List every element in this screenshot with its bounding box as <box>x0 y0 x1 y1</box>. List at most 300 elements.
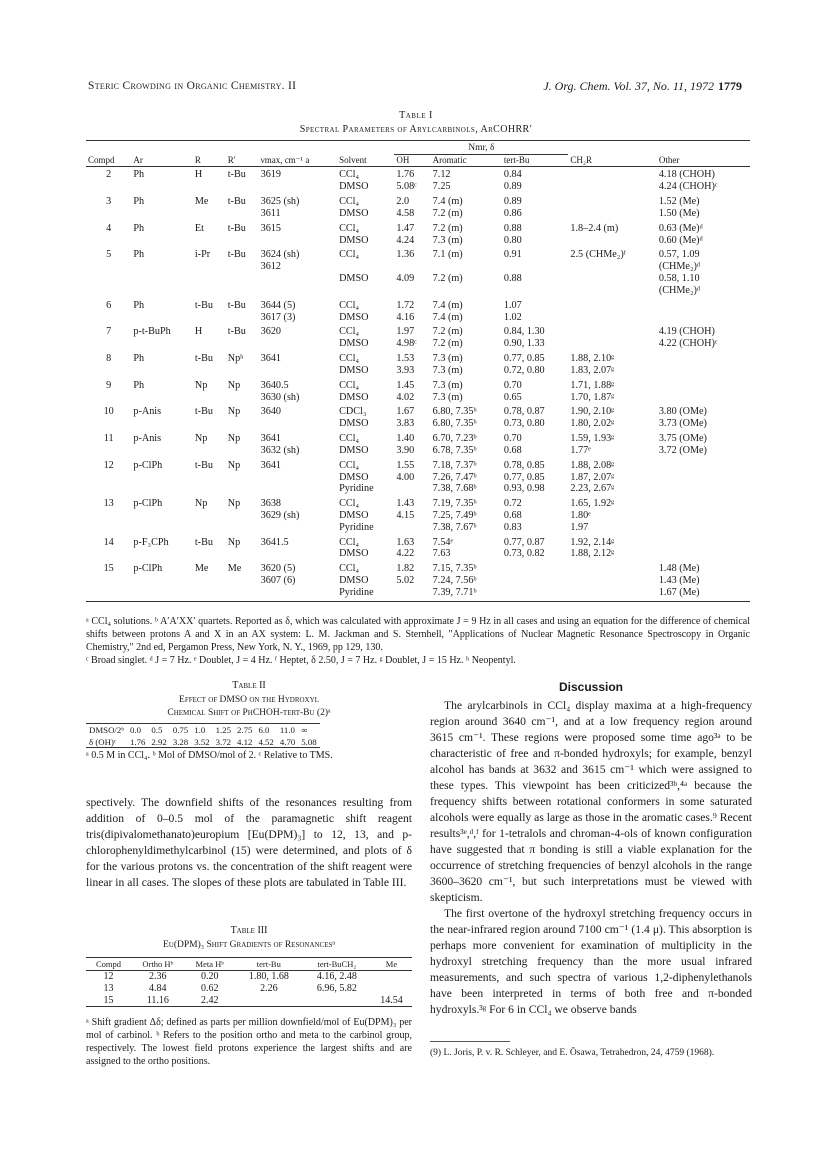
table-cell: 7.3 (m) <box>432 379 463 391</box>
table-cell: 4.24 (CHOH)ᶜ <box>658 181 718 193</box>
table-cell <box>226 445 259 460</box>
table-cell: 0.84 <box>503 169 522 181</box>
table-cell: 0.60 (Me)ᵈ <box>658 234 703 246</box>
table1-col-header: Other <box>657 155 750 167</box>
table3-col-header: Compd <box>86 958 131 971</box>
discussion-heading: Discussion <box>558 680 624 694</box>
table-cell <box>193 548 226 563</box>
table-cell <box>131 587 192 601</box>
table-cell: 5.02 <box>396 575 415 587</box>
table-cell: 3.73 (OMe) <box>658 418 707 430</box>
table-cell: Np <box>194 379 208 391</box>
table-cell <box>303 995 371 1007</box>
table-cell: 4.18 (CHOH) <box>658 169 715 181</box>
table-cell: DMSO <box>339 338 369 350</box>
table-cell: 11.0 <box>279 725 295 735</box>
table-cell: 14.54 <box>371 995 412 1007</box>
table-cell: 0.70 <box>503 379 522 391</box>
table-row <box>86 575 750 587</box>
table-row <box>86 995 412 1007</box>
table-cell <box>568 338 656 353</box>
table-cell <box>86 392 131 407</box>
table-cell: 3629 (sh) <box>260 509 300 521</box>
table2-row-label: DMSO/2ᵇ <box>89 725 124 735</box>
table-cell <box>193 285 226 300</box>
table-cell: 3.72 (OMe) <box>658 444 707 456</box>
table-cell: 6.70, 7.23ᵇ <box>432 433 477 445</box>
table-cell: 3620 <box>260 326 281 338</box>
table-cell <box>568 181 656 196</box>
table-cell <box>86 208 131 223</box>
table-cell: 1.52 (Me) <box>658 196 700 208</box>
table-cell: CCl₄ <box>339 379 360 391</box>
table-cell <box>568 167 656 181</box>
table-cell: 1.80ᵉ <box>570 509 591 521</box>
table-cell: 4.02 <box>396 391 415 403</box>
table-cell: 3640 <box>260 406 281 418</box>
table-cell: t-Bu <box>194 459 213 471</box>
table-row <box>86 971 412 983</box>
table-cell <box>193 445 226 460</box>
table-cell: 1.8–2.4 (m) <box>570 222 619 234</box>
table1-col-header: νmax, cm⁻¹ a <box>259 155 337 167</box>
table-cell: 1.67 (Me) <box>657 587 750 601</box>
reference-9: (9) L. Joris, P. v. R. Schleyer, and E. Ōsawa, Tetrahedron, 24, 4759 (1968). <box>430 1048 715 1058</box>
table-cell: CCl₄ <box>339 326 360 338</box>
table-row <box>86 392 750 407</box>
table-cell <box>568 235 656 250</box>
table-cell: 1.80, 1.68 <box>248 971 289 983</box>
table-cell: DMSO <box>339 181 369 193</box>
table-cell <box>86 587 131 601</box>
table-cell <box>86 418 131 433</box>
table-cell: 7.4 (m) <box>432 299 463 311</box>
table2-title-line1: Effect of DMSO on the Hydroxyl <box>179 695 319 705</box>
table1-col-header: R′ <box>226 155 259 167</box>
table3-col-header: tert-BuCH₂ <box>303 958 371 971</box>
table-cell: 7.38, 7.67ᵇ <box>432 521 477 533</box>
table-cell: 4.52 <box>258 736 274 747</box>
table-cell: 1.43 <box>396 498 415 510</box>
table-cell <box>568 326 656 338</box>
table-cell: t-Bu <box>194 353 213 365</box>
table-row <box>86 460 750 472</box>
table-cell: 0.58, 1.10 <box>658 273 700 285</box>
table-cell: 7.4 (m) <box>432 196 463 208</box>
table-cell: Pyridine <box>339 521 374 533</box>
table-cell: 7.2 (m) <box>432 222 463 234</box>
table-cell <box>394 261 430 273</box>
table-cell <box>131 510 192 522</box>
table-cell: 7.25 <box>432 181 451 193</box>
table-cell: t-Bu <box>227 169 246 181</box>
table-cell: 6.96, 5.82 <box>316 982 357 994</box>
table-row <box>86 353 750 365</box>
table-cell <box>657 380 750 392</box>
table-cell: Et <box>194 222 204 234</box>
table-cell: 6 <box>106 299 112 311</box>
table-cell: 5.08 <box>301 736 317 747</box>
table-cell <box>226 392 259 407</box>
table-cell <box>86 312 131 327</box>
table1-caption: Table I <box>399 110 433 121</box>
table-cell: 4.98ᶜ <box>396 338 417 350</box>
table-cell <box>568 208 656 223</box>
table-cell: Ph <box>133 299 145 311</box>
table-cell: 1.43 (Me) <box>658 575 700 587</box>
table-cell: 2.26 <box>260 982 278 994</box>
table2-title-line2: Chemical Shift of PhCHOH-tert-Bu (2)ᵃ <box>167 707 331 718</box>
table-cell <box>131 392 192 407</box>
table-cell: 1.07 <box>503 299 522 311</box>
table3-col-header: Me <box>371 958 412 971</box>
table-cell: DMSO <box>339 273 369 285</box>
table-cell: 1.87, 2.07ᵍ <box>570 471 615 483</box>
table-cell <box>431 261 502 273</box>
discussion-paragraph-2: The first overtone of the hydroxyl stretching frequency occurs in the near-infrared region around 7100 cm⁻¹ (1.4 μ). This absorption is perhaps more convenient for examination of multiplicity in the hydroxyl stretching frequency than the more usual infrared measurements, and such spectra of various 1,2-diphenylethanols have been interpreted in terms of both free and π-bonded hydroxyls.³ᵍ For 6 in CCl₄ we observe bands <box>430 906 752 1016</box>
table-cell: 4.00 <box>396 471 415 483</box>
table1-header-row <box>86 155 750 167</box>
table1-col-header: Ar <box>131 155 192 167</box>
table-cell: 2.5 (CHMe₂)ᶠ <box>570 249 626 261</box>
table-cell <box>86 261 131 273</box>
table-cell: 0.77, 0.87 <box>503 536 545 548</box>
table-cell: Np <box>227 459 241 471</box>
table-cell <box>259 483 337 498</box>
table-cell: H <box>194 169 203 181</box>
table-cell <box>193 181 226 196</box>
table2-caption: Table II <box>232 680 266 691</box>
table-cell <box>657 510 750 522</box>
table-cell <box>131 365 192 380</box>
table-cell: 1.50 (Me) <box>658 207 700 219</box>
table-cell: 4.70 <box>279 736 296 747</box>
table-cell: 0.84, 1.30 <box>503 326 545 338</box>
table-cell <box>193 235 226 250</box>
table-cell <box>568 273 656 285</box>
table-cell <box>226 365 259 380</box>
table-cell: Pyridine <box>339 483 374 495</box>
table-row <box>86 196 750 208</box>
table1-col-header: Solvent <box>337 155 394 167</box>
table-cell: Pyridine <box>337 587 394 601</box>
table-cell <box>568 300 656 312</box>
table-cell: Np <box>227 406 241 418</box>
table-cell <box>193 338 226 353</box>
table-row <box>86 418 750 433</box>
table-cell <box>86 181 131 196</box>
table-cell: 1.90, 2.10ᵍ <box>570 406 615 418</box>
table-cell <box>131 548 192 563</box>
table-cell <box>86 522 131 537</box>
table-cell: 3.90 <box>396 444 415 456</box>
table-cell: 4.84 <box>149 982 167 994</box>
table-cell: 0.72, 0.80 <box>503 364 545 376</box>
table-cell: Me <box>194 563 209 575</box>
table-cell: CCl₄ <box>339 433 360 445</box>
table-row <box>86 736 320 748</box>
table-cell <box>193 483 226 498</box>
table-cell: 2.23, 2.67ᵍ <box>570 483 615 495</box>
table-cell: CCl₄ <box>339 196 360 208</box>
table-row <box>86 326 750 338</box>
table-cell: CCl₄ <box>339 536 360 548</box>
table-cell <box>226 312 259 327</box>
table-cell: t-Bu <box>227 299 246 311</box>
table-cell <box>371 983 412 995</box>
table-cell: t-Bu <box>194 536 213 548</box>
table-cell: 0.88 <box>503 222 522 234</box>
table-cell: 1.25 <box>215 725 232 735</box>
table-cell: 1.36 <box>396 249 415 261</box>
table-cell: 4.19 (CHOH) <box>658 326 715 338</box>
table-cell <box>193 312 226 327</box>
table-row <box>86 537 750 549</box>
table-cell <box>337 285 394 300</box>
table3-footnote: ᵃ Shift gradient Δδ; defined as parts per million downfield/mol of Eu(DPM)₃ per mol of carbinol. ᵇ Refers to the position ortho and meta to the carbinol group, respectively. The lowest field protons experience the largest shifts and are assigned to the ortho positions. <box>86 1017 412 1067</box>
table-cell: 1.82 <box>396 563 415 575</box>
table-cell: 1.76 <box>130 736 146 747</box>
table-cell <box>226 273 259 285</box>
table-row <box>86 445 750 460</box>
table-cell: 4.16 <box>396 311 415 323</box>
table3-col-header: Meta Hᵇ <box>185 958 235 971</box>
table-row <box>86 483 750 498</box>
table-cell: 0.75 <box>172 725 189 735</box>
table-cell <box>131 575 192 587</box>
table-cell: 7.19, 7.35ᵇ <box>432 498 477 510</box>
table-cell: ∞ <box>301 725 308 735</box>
table1-group-header <box>86 141 750 155</box>
table-cell: (CHMe₂)ᵈ <box>658 261 701 273</box>
table2 <box>86 723 320 748</box>
table-cell <box>226 235 259 250</box>
table-cell: 3638 <box>260 498 281 510</box>
table-cell: H <box>194 326 203 338</box>
table-cell: 3 <box>106 196 112 208</box>
discussion-paragraph-1: The arylcarbinols in CCl₄ display maxima at a high-frequency region around 3640 cm⁻¹, and at a low frequency region around 3615 cm⁻¹. These regions were proposed some time ago³ᵃ to be characteristic of free and π-bonded hydroxyls; for example, benzyl alcohol has bands at 3632 and 3615 cm⁻¹ which were assigned to these types. This viewpoint has been criticized³ᵇ,⁴ᵃ because the frequency shifts between rotational conformers in some saturated alcohols were equally as large as those in the aromatic cases.⁹ Recent results³ᵉ,ᵈ,ᶠ for 1-tetralols and chroman-4-ols of known configuration have suggested that π bonding is still a viable explanation for the occurrence of stretching frequencies of benzyl alcohols in the range 3600–3620 cm⁻¹, but such interpretations must be viewed with skepticism. <box>430 699 752 904</box>
table-cell <box>193 575 226 587</box>
table-cell <box>371 971 412 983</box>
table-cell: 3615 <box>260 222 281 234</box>
table-cell: 7.24, 7.56ᵇ <box>432 575 477 587</box>
table-cell: CCl₄ <box>339 563 360 575</box>
table-cell: 3624 (sh) <box>260 249 300 261</box>
table-cell: 2.36 <box>149 971 167 983</box>
table1-col-header: CH₂R <box>568 155 656 167</box>
table-cell <box>259 522 337 537</box>
table-cell: 4.22 (CHOH)ᶜ <box>658 338 718 350</box>
table-row <box>86 261 750 273</box>
table-cell: 6.78, 7.35ᵇ <box>432 444 477 456</box>
table-cell <box>226 575 259 587</box>
table-cell: 3641 <box>260 433 281 445</box>
table-cell <box>193 365 226 380</box>
table-cell: Np <box>227 379 241 391</box>
table-cell: CCl₄ <box>339 169 360 181</box>
table-cell <box>226 483 259 498</box>
table-cell: 4.16, 2.48 <box>316 971 357 983</box>
table3-title: Eu(DPM)₃ Shift Gradients of Resonancesᵃ <box>162 940 335 950</box>
table-cell: 0.93, 0.98 <box>503 483 545 495</box>
table-row <box>86 472 750 484</box>
table-cell: 3.72 <box>215 736 232 747</box>
table-cell: 2 <box>106 169 112 181</box>
table-cell <box>568 285 656 300</box>
table-cell: CCl₄ <box>339 222 360 234</box>
table-cell: Ph <box>133 249 145 261</box>
table-cell: CCl₄ <box>339 299 360 311</box>
table-cell: 1.71, 1.88ᵍ <box>570 379 615 391</box>
running-title: Steric Crowding in Organic Chemistry. II <box>88 80 297 92</box>
table-cell: 1.88, 2.10ᵍ <box>570 353 615 365</box>
table-cell: 1.77ᵉ <box>570 444 591 456</box>
table-cell: 0.70 <box>503 433 522 445</box>
table-cell: Np <box>194 433 208 445</box>
table-cell <box>226 472 259 484</box>
table-cell: 7.2 (m) <box>432 207 463 219</box>
table-cell <box>226 548 259 563</box>
table-cell: 1.67 <box>396 406 415 418</box>
table-cell: 0.57, 1.09 <box>658 249 700 261</box>
table-cell: CCl₄ <box>339 498 360 510</box>
table-cell <box>259 548 337 563</box>
table-cell <box>657 537 750 549</box>
table-cell: 3640.5 <box>260 379 289 391</box>
table-cell: 2.42 <box>185 995 235 1007</box>
table-cell <box>568 312 656 327</box>
table-cell: 1.45 <box>396 379 415 391</box>
table-cell: 3625 (sh) <box>260 196 300 208</box>
table-cell: i-Pr <box>194 249 211 261</box>
table-cell: 1.59, 1.93ᵍ <box>570 433 615 445</box>
table-cell: 11.16 <box>131 995 185 1007</box>
table3-caption: Table III <box>230 925 268 936</box>
table-cell: Me <box>194 196 209 208</box>
table-row <box>86 522 750 537</box>
table2-footnote: ᵃ 0.5 M in CCl₄. ᵇ Mol of DMSO/mol of 2. ᶜ Relative to TMS. <box>86 750 333 761</box>
table-cell <box>502 575 569 587</box>
table-cell: 0.63 (Me)ᵈ <box>658 222 703 234</box>
table-cell: 0.90, 1.33 <box>503 338 545 350</box>
table-cell <box>131 338 192 353</box>
table-row <box>86 406 750 418</box>
table-cell <box>131 235 192 250</box>
table-cell: 1.97 <box>570 521 589 533</box>
table-cell: DMSO <box>339 444 369 456</box>
table-cell: 1.72 <box>396 299 415 311</box>
table-cell: Ph <box>133 196 145 208</box>
table-cell: 1.70, 1.87ᵍ <box>570 391 615 403</box>
table-cell: 7.25, 7.49ᵇ <box>432 509 477 521</box>
table3-col-header: tert-Bu <box>235 958 303 971</box>
table-cell <box>235 995 303 1007</box>
table-cell <box>259 235 337 250</box>
table-cell <box>86 575 131 587</box>
table-cell: 0.89 <box>503 181 522 193</box>
table-cell <box>337 261 394 273</box>
table-cell: 7.2 (m) <box>432 326 463 338</box>
table-cell <box>226 285 259 300</box>
table-cell: 1.92, 2.14ᵍ <box>570 536 615 548</box>
table-cell <box>86 338 131 353</box>
table3-col-header: Ortho Hᵇ <box>131 958 185 971</box>
table-cell <box>431 285 502 300</box>
table-cell: 3607 (6) <box>260 575 296 587</box>
table1-footnotes <box>86 615 750 667</box>
table-cell <box>193 418 226 433</box>
table-row <box>86 433 750 445</box>
table-cell: 1.63 <box>396 536 415 548</box>
table-row <box>86 312 750 327</box>
table-cell <box>568 261 656 273</box>
table-cell <box>394 522 430 537</box>
table-cell: 0.73, 0.80 <box>503 418 545 430</box>
table-cell: Np <box>227 498 241 510</box>
table-cell: 10 <box>103 406 114 418</box>
table-cell: 0.72 <box>503 498 522 510</box>
table-cell <box>657 392 750 407</box>
left-paragraph: spectively. The downfield shifts of the resonances resulting from addition of 0–0.5 mol of the paramagnetic shift reagent tris(dipivalomethanato)europium [Eu(DPM)₃] to 12, 13, and p-chlorophenyldimethylcarbinol (15) were determined, and plots of δ for the various protons vs. the concentration of the shift reagent were linear in all cases. The slopes of these plots are tabulated in Table III. <box>86 796 412 889</box>
table-cell: t-Bu <box>227 196 246 208</box>
table-cell: 14 <box>103 536 114 548</box>
table-cell: 1.48 (Me) <box>658 563 700 575</box>
table-cell <box>131 261 192 273</box>
table-cell <box>657 300 750 312</box>
table-cell <box>131 181 192 196</box>
table-row <box>86 300 750 312</box>
table-cell: 7.26, 7.47ᵇ <box>432 471 477 483</box>
table-cell: 3644 (5) <box>260 299 296 311</box>
table-cell <box>131 445 192 460</box>
table-cell <box>259 472 337 484</box>
table-cell: t-Bu <box>227 249 246 261</box>
table-cell: 11 <box>103 433 114 445</box>
table-cell <box>86 483 131 498</box>
table-cell <box>259 365 337 380</box>
table1-col-header: OH <box>394 155 430 167</box>
table-cell: DMSO <box>339 418 369 430</box>
table-row <box>86 249 750 261</box>
table-cell <box>226 522 259 537</box>
table-cell: p-Anis <box>133 433 162 445</box>
table-cell: 6.0 <box>258 725 270 735</box>
table-cell: 3617 (3) <box>260 311 296 323</box>
table-row <box>86 181 750 196</box>
table-row <box>86 273 750 285</box>
table-cell: 1.0 <box>194 725 206 735</box>
table-cell <box>193 273 226 285</box>
table-cell: p-t-BuPh <box>133 326 171 338</box>
table-cell <box>226 181 259 196</box>
table-cell: 1.47 <box>396 222 415 234</box>
table-cell: t-Bu <box>227 326 246 338</box>
table-cell: p-ClPh <box>133 563 163 575</box>
table-cell: 1.65, 1.92ᵍ <box>570 498 615 510</box>
table-cell <box>131 472 192 484</box>
table-cell: 6.80, 7.35ᵇ <box>432 418 477 430</box>
table-cell <box>259 285 337 300</box>
table-cell <box>657 498 750 510</box>
table-cell: 3.80 (OMe) <box>658 406 707 418</box>
table-cell: 4.22 <box>396 548 415 560</box>
table-cell <box>226 587 259 601</box>
table-cell: 0.65 <box>503 391 522 403</box>
table2-title <box>86 694 412 720</box>
table-cell: 7.39, 7.71ᵇ <box>431 587 502 601</box>
table-cell: DMSO <box>339 207 369 219</box>
table-cell <box>657 472 750 484</box>
